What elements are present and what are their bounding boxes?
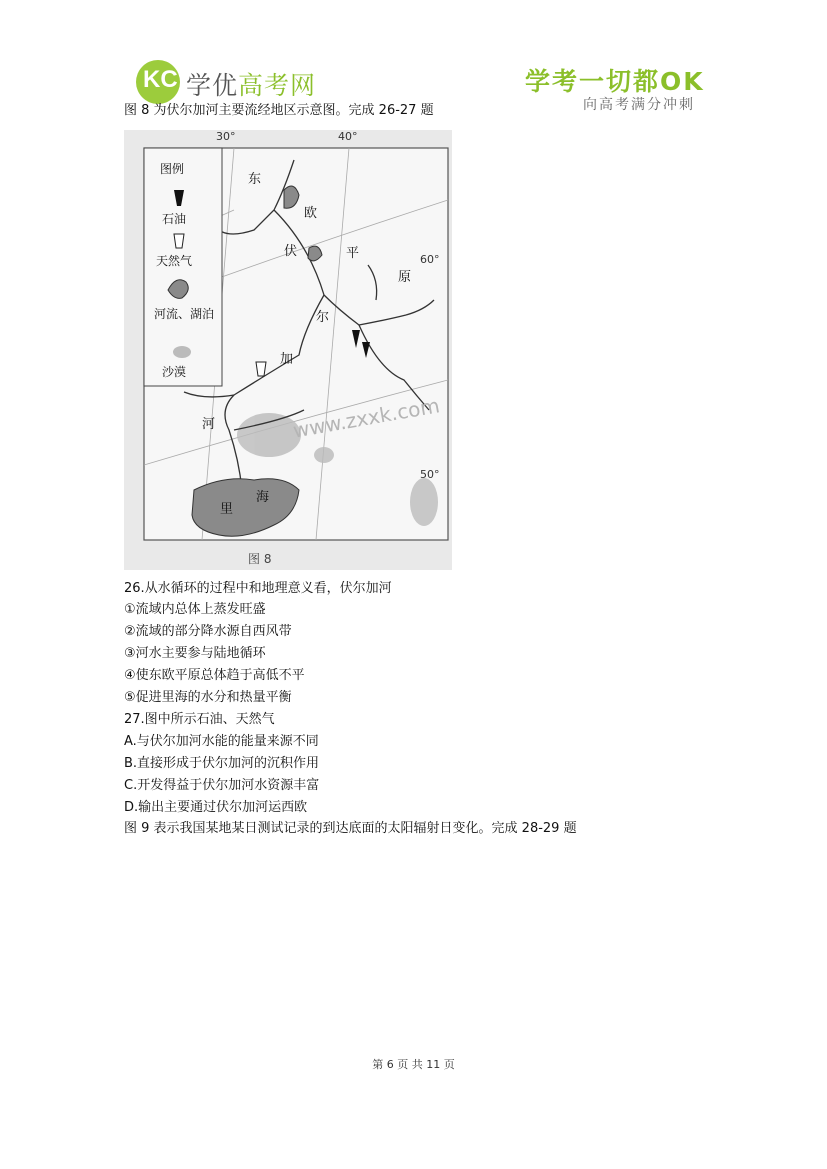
q27-option-c: C.开发得益于伏尔加河水资源丰富 — [124, 778, 320, 793]
map-char-er: 尔 — [316, 310, 330, 325]
logo-mark: KC — [136, 60, 180, 104]
legend-item-gas: 天然气 — [156, 254, 193, 268]
map-figure — [124, 130, 452, 570]
q26-option: ④使东欧平原总体趋于高低不平 — [124, 668, 305, 683]
slogan-sub: 向高考满分冲刺 — [583, 97, 695, 113]
map-char-ou: 欧 — [304, 206, 318, 221]
legend-item-oil: 石油 — [162, 212, 187, 226]
map-char-hai: 海 — [256, 490, 270, 505]
map-char-he: 河 — [202, 417, 216, 432]
map-char-yuan: 原 — [398, 270, 412, 285]
q26-option: ①流域内总体上蒸发旺盛 — [124, 602, 266, 617]
legend-title: 图例 — [160, 162, 185, 176]
q26-option: ②流域的部分降水源自西风带 — [124, 624, 292, 639]
q27-option-a: A.与伏尔加河水能的能量来源不同 — [124, 734, 319, 749]
q26-option: ⑤促进里海的水分和热量平衡 — [124, 690, 292, 705]
legend-item-water: 河流、湖泊 — [154, 307, 215, 321]
site-logo — [128, 58, 328, 108]
lat-label-60: 60° — [420, 253, 440, 266]
next-figure-intro: 图 9 表示我国某地某日测试记录的到达底面的太阳辐射日变化。完成 28-29 题 — [124, 821, 577, 836]
q27-option-b: B.直接形成于伏尔加河的沉积作用 — [124, 756, 320, 771]
map-char-li: 里 — [220, 502, 234, 517]
page-number: 第 6 页 共 11 页 — [372, 1058, 455, 1071]
logo-name: 学优高考网 — [186, 71, 317, 100]
q26-stem: 26.从水循环的过程中和地理意义看，伏尔加河 — [124, 581, 392, 596]
lat-label-50: 50° — [420, 468, 440, 481]
q27-stem: 27.图中所示石油、天然气 — [124, 712, 275, 727]
map-char-fu: 伏 — [284, 244, 298, 259]
lon-label-30: 30° — [216, 130, 236, 143]
legend-item-desert: 沙漠 — [162, 365, 187, 379]
map-char-jia: 加 — [280, 352, 294, 367]
figure-intro: 图 8 为伏尔加河主要流经地区示意图。完成 26-27 题 — [124, 103, 434, 118]
map-char-ping: 平 — [346, 246, 360, 261]
lon-label-40: 40° — [338, 130, 358, 143]
q27-option-d: D.输出主要通过伏尔加河运西欧 — [124, 800, 308, 815]
map-char-dong: 东 — [248, 172, 262, 187]
watermark: www.zxxk.com — [291, 393, 442, 443]
slogan: 学考一切都OK — [525, 67, 705, 96]
q26-option: ③河水主要参与陆地循环 — [124, 646, 266, 661]
slogan-logo — [525, 62, 705, 112]
figure-caption: 图 8 — [248, 552, 272, 566]
